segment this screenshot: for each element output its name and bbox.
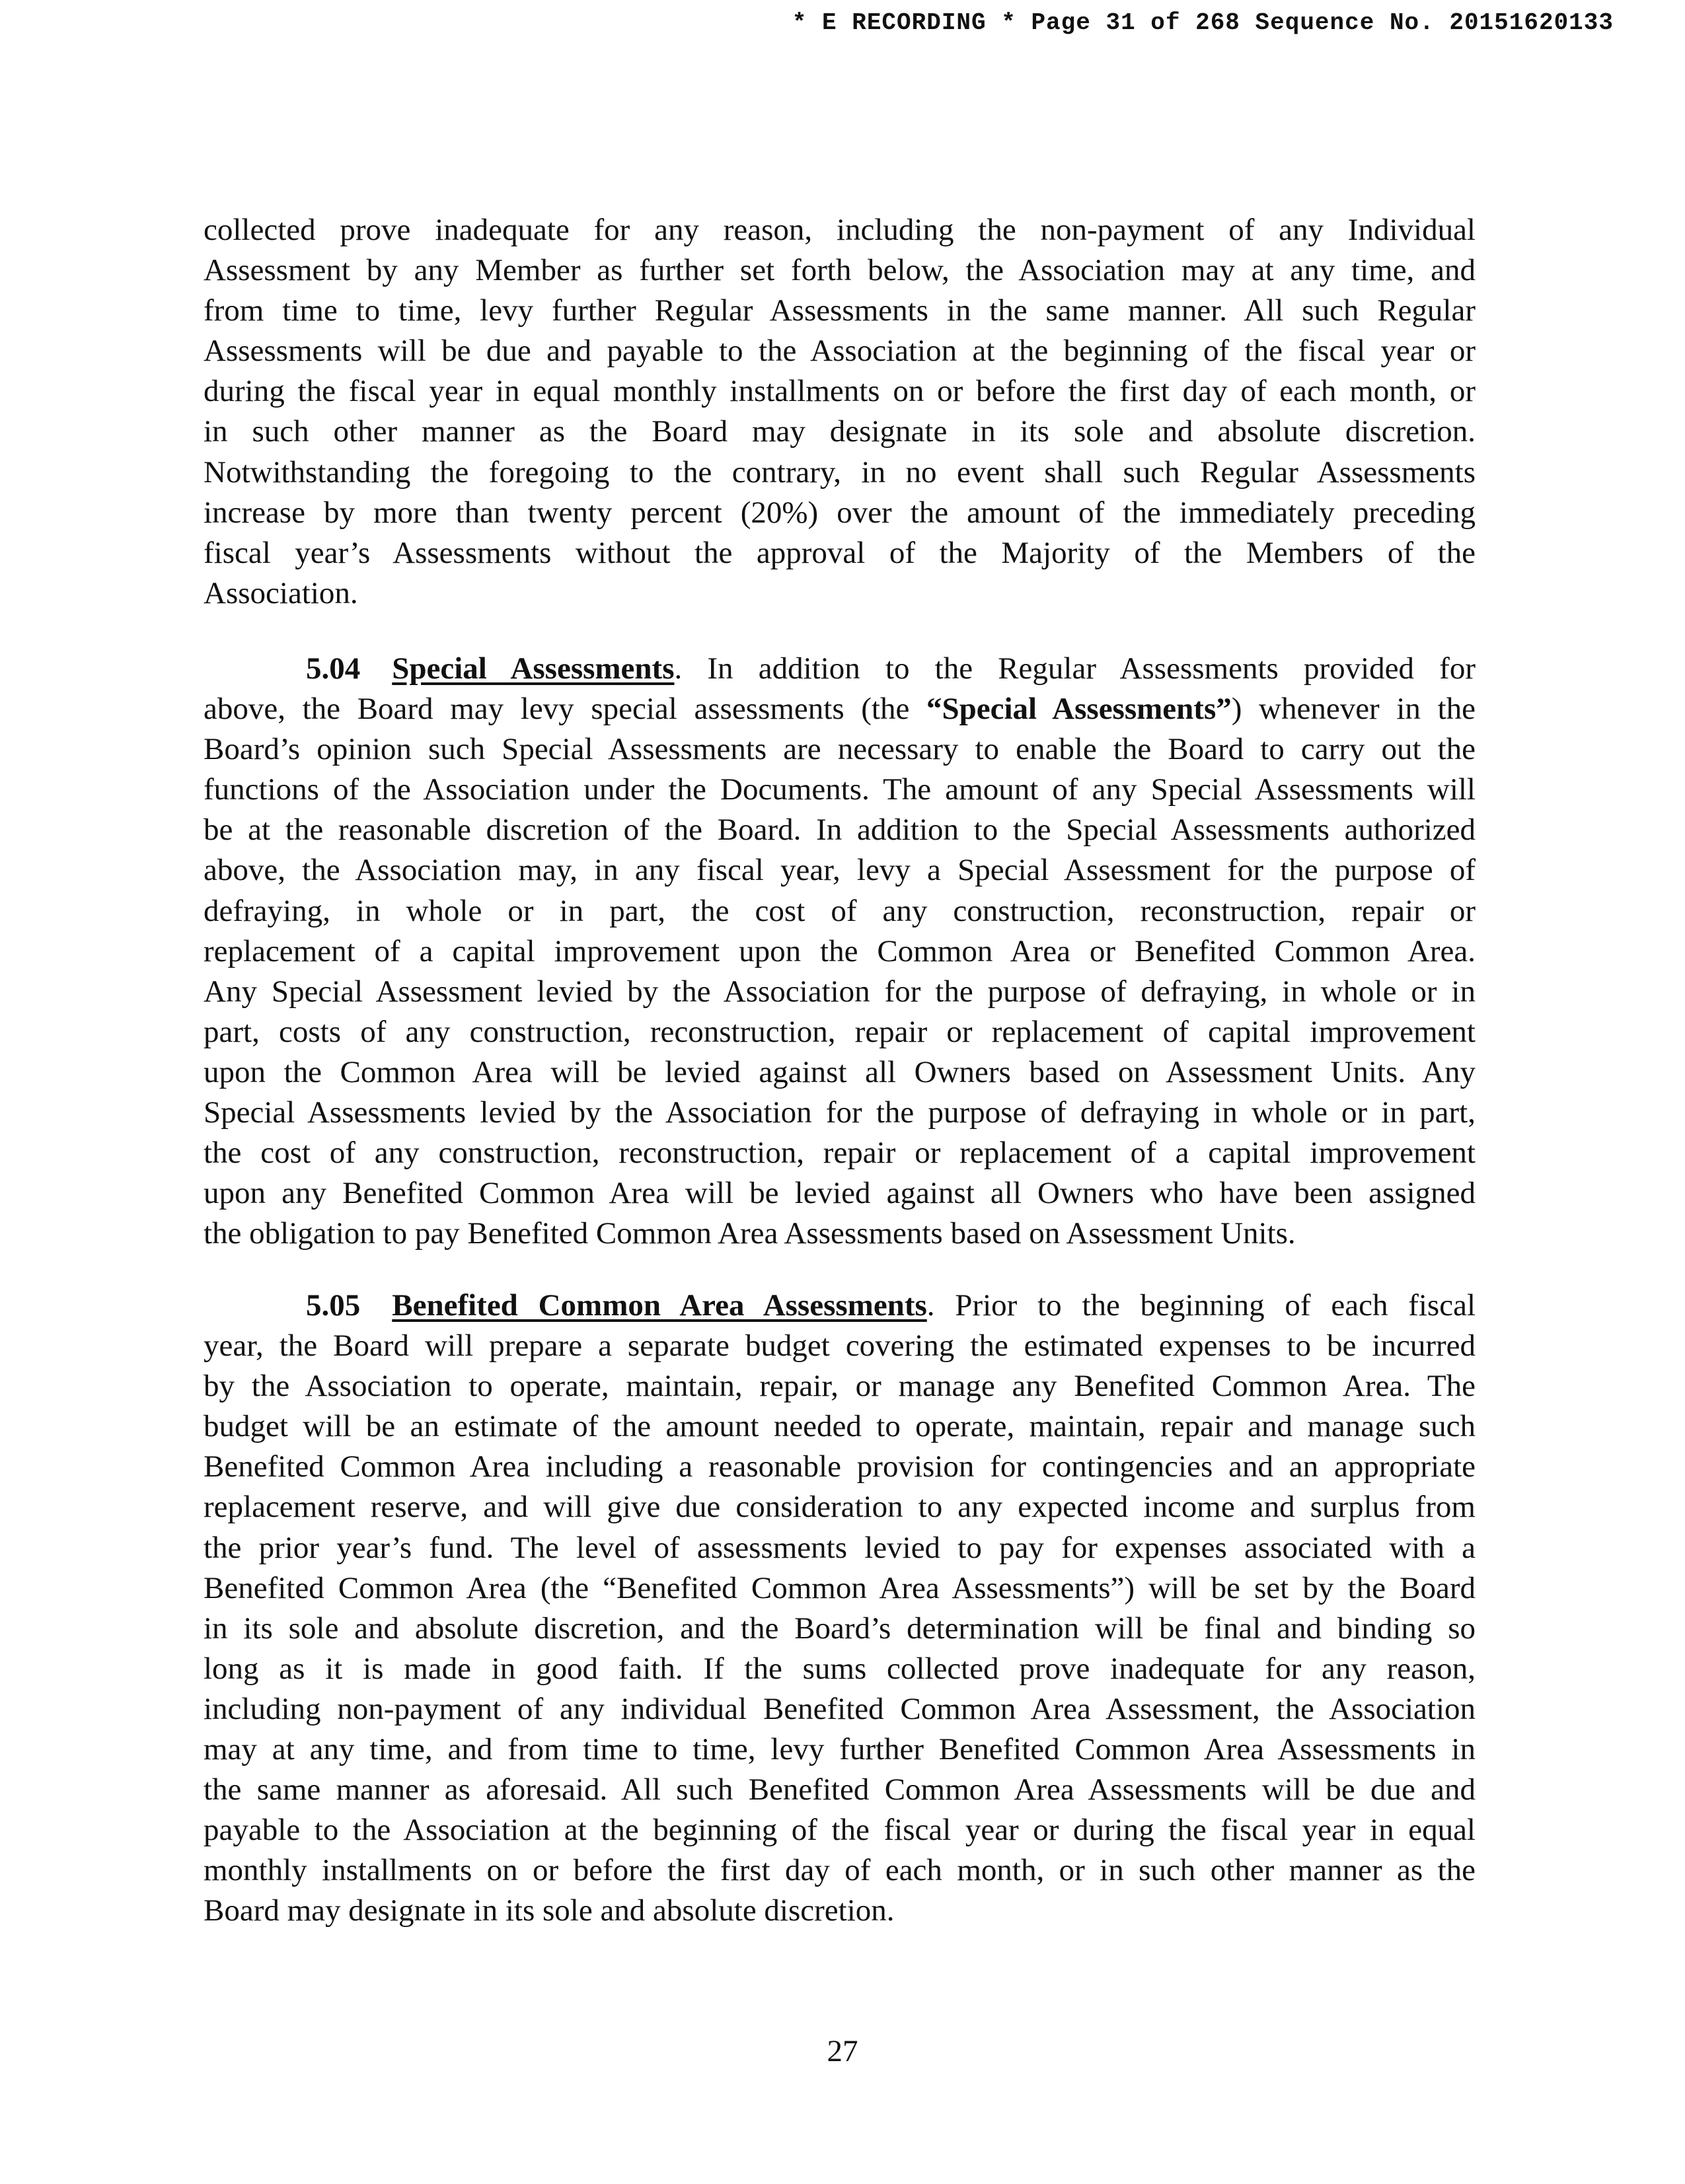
- text-line: long as it is made in good faith. If the sums collected prove inadequate for any reason,: [204, 1651, 1476, 1686]
- section-text: . Prior to the beginning of each fiscal: [926, 1288, 1476, 1323]
- text-line: the cost of any construction, reconstruction, repair or replacement of a capital improvement: [204, 1136, 1476, 1171]
- section-5-05-benefited-common-area-assessments: [204, 1286, 1476, 1932]
- text-line: during the fiscal year in equal monthly installments on or before the first day of each month, or: [204, 374, 1476, 409]
- section-text: above, the Board may levy special assessments (the: [204, 692, 926, 727]
- text-line: payable to the Association at the beginning of the fiscal year or during the fiscal year in equal: [204, 1813, 1476, 1848]
- text-line: in its sole and absolute discretion, and the Board’s determination will be final and binding so: [204, 1611, 1476, 1646]
- text-line: by the Association to operate, maintain, repair, or manage any Benefited Common Area. The: [204, 1369, 1476, 1404]
- defined-term: “Special Assessments”: [926, 692, 1232, 727]
- text-line: year, the Board will prepare a separate budget covering the estimated expenses to be incurred: [204, 1329, 1476, 1364]
- text-line: may at any time, and from time to time, levy further Benefited Common Area Assessments in: [204, 1732, 1476, 1767]
- section-heading: Benefited Common Area Assessments: [392, 1288, 927, 1323]
- section-text: . In addition to the Regular Assessments provided for: [674, 651, 1476, 686]
- text-line: upon the Common Area will be levied against all Owners based on Assessment Units. Any: [204, 1054, 1476, 1089]
- text-line: the obligation to pay Benefited Common Area Assessments based on Assessment Units.: [204, 1216, 1296, 1251]
- section-number: 5.04: [306, 651, 361, 686]
- text-line: from time to time, levy further Regular Assessments in the same manner. All such Regular: [204, 293, 1476, 328]
- text-line: the same manner as aforesaid. All such Benefited Common Area Assessments will be due and: [204, 1772, 1476, 1807]
- text-line: part, costs of any construction, reconstruction, repair or replacement of capital improvement: [204, 1014, 1476, 1049]
- text-line: Notwithstanding the foregoing to the contrary, in no event shall such Regular Assessments: [204, 455, 1476, 490]
- text-line: Benefited Common Area (the “Benefited Common Area Assessments”) will be set by the Board: [204, 1570, 1476, 1605]
- text-line: defraying, in whole or in part, the cost of any construction, reconstruction, repair or: [204, 893, 1476, 928]
- text-line: functions of the Association under the Documents. The amount of any Special Assessments will: [204, 772, 1476, 807]
- text-line: Special Assessments levied by the Association for the purpose of defraying in whole or in part,: [204, 1095, 1476, 1130]
- text-line: replacement reserve, and will give due consideration to any expected income and surplus from: [204, 1490, 1476, 1525]
- text-line: increase by more than twenty percent (20%) over the amount of the immediately preceding: [204, 495, 1476, 530]
- section-heading: Special Assessments: [392, 651, 675, 686]
- section-number: 5.05: [306, 1288, 361, 1323]
- text-line: above, the Association may, in any fiscal year, levy a Special Assessment for the purpose of: [204, 853, 1476, 888]
- paragraph-regular-assessments-continued: [204, 210, 1476, 614]
- text-line: Board may designate in its sole and absolute discretion.: [204, 1893, 895, 1928]
- section-text: ) whenever in the: [1231, 692, 1476, 727]
- text-line: collected prove inadequate for any reason, including the non-payment of any Individual: [204, 213, 1476, 247]
- page-number: 27: [827, 2034, 858, 2068]
- text-line: Benefited Common Area including a reasonable provision for contingencies and an appropriate: [204, 1449, 1476, 1484]
- text-line: budget will be an estimate of the amount needed to operate, maintain, repair and manage such: [204, 1409, 1476, 1444]
- text-line: the prior year’s fund. The level of assessments levied to pay for expenses associated with a: [204, 1530, 1476, 1565]
- text-line: be at the reasonable discretion of the Board. In addition to the Special Assessments authorized: [204, 813, 1476, 848]
- text-line: Association.: [204, 575, 358, 610]
- text-line: including non-payment of any individual Benefited Common Area Assessment, the Association: [204, 1691, 1476, 1726]
- text-line: Board’s opinion such Special Assessments are necessary to enable the Board to carry out the: [204, 732, 1476, 767]
- text-line: Assessment by any Member as further set forth below, the Association may at any time, and: [204, 253, 1476, 288]
- text-line: monthly installments on or before the first day of each month, or in such other manner as the: [204, 1853, 1476, 1888]
- text-line: in such other manner as the Board may designate in its sole and absolute discretion.: [204, 414, 1476, 449]
- recording-header: * E RECORDING * Page 31 of 268 Sequence No. 20151620133: [792, 9, 1614, 36]
- text-line: replacement of a capital improvement upon the Common Area or Benefited Common Area.: [204, 933, 1476, 968]
- text-line: upon any Benefited Common Area will be levied against all Owners who have been assigned: [204, 1176, 1476, 1211]
- text-line: Any Special Assessment levied by the Association for the purpose of defraying, in whole or in: [204, 974, 1476, 1009]
- section-5-04-special-assessments: [204, 649, 1476, 1254]
- text-line: Assessments will be due and payable to the Association at the beginning of the fiscal year or: [204, 334, 1476, 369]
- text-line: fiscal year’s Assessments without the approval of the Majority of the Members of the: [204, 535, 1476, 570]
